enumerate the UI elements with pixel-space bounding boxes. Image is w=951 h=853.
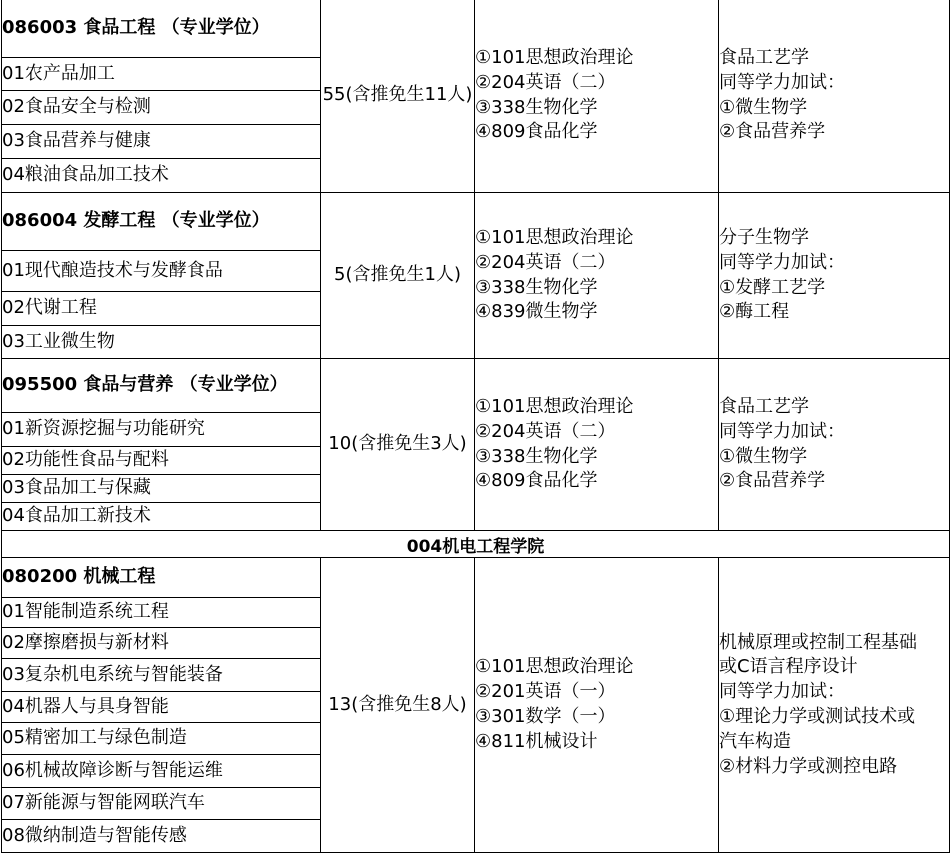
exam-subject: ③338生物化学: [475, 276, 598, 298]
retest-subject: 汽车构造: [719, 730, 791, 752]
exam-subject: ③338生物化学: [475, 445, 598, 467]
exam-subject: ①101思想政治理论: [475, 656, 634, 678]
research-direction: 03食品加工与保藏: [2, 475, 321, 503]
retest-subject: 机械原理或控制工程基础: [719, 631, 917, 653]
research-direction: 04食品加工新技术: [2, 503, 321, 531]
research-direction: 02功能性食品与配料: [2, 447, 321, 475]
research-direction: 04机器人与具身智能: [2, 692, 321, 723]
program-row: [2, 0, 950, 58]
retest-subject: 分子生物学: [719, 226, 809, 248]
enrollment-quota: 5(含推免生1人): [321, 193, 475, 359]
retest-subject: 同等学力加试：: [719, 420, 845, 442]
exam-subject: ③338生物化学: [475, 96, 598, 118]
research-direction: 05精密加工与绿色制造: [2, 723, 321, 755]
exam-subject: ①101思想政治理论: [475, 226, 634, 248]
research-direction: 06机械故障诊断与智能运维: [2, 755, 321, 788]
research-direction: 03复杂机电系统与智能装备: [2, 659, 321, 692]
program-row: [2, 359, 950, 413]
retest-subject: ①理论力学或测试技术或: [719, 706, 916, 727]
exam-subject: ④811机械设计: [475, 730, 598, 752]
research-direction: 02摩擦磨损与新材料: [2, 628, 321, 659]
enrollment-quota: 55(含推免生11人): [321, 0, 475, 193]
research-direction: 01新资源挖掘与功能研究: [2, 413, 321, 447]
college-header: 004机电工程学院: [2, 531, 950, 558]
retest-subject: ②食品营养学: [719, 121, 826, 143]
program-title: 086004 发酵工程 （专业学位）: [2, 193, 321, 251]
exam-subject: ④809食品化学: [475, 470, 598, 492]
exam-subjects: [475, 0, 719, 193]
exam-subject: ④839微生物学: [475, 301, 598, 323]
retest-subject: 或C语言程序设计: [719, 656, 858, 678]
exam-subjects: [475, 359, 719, 531]
research-direction: 01智能制造系统工程: [2, 598, 321, 628]
research-direction: 07新能源与智能网联汽车: [2, 788, 321, 820]
exam-subject: ②201英语（一）: [475, 681, 616, 703]
program-row: [2, 558, 950, 598]
retest-subject: ②食品营养学: [719, 470, 826, 492]
retest-subjects: [719, 558, 950, 853]
retest-subject: ①发酵工艺学: [719, 276, 826, 298]
retest-subject: ①微生物学: [719, 96, 808, 118]
exam-subject: ②204英语（二）: [475, 420, 616, 442]
program-title: 080200 机械工程: [2, 558, 321, 598]
research-direction: 01现代酿造技术与发酵食品: [2, 251, 321, 292]
exam-subject: ①101思想政治理论: [475, 46, 634, 68]
research-direction: 03食品营养与健康: [2, 125, 321, 159]
retest-subject: ②酶工程: [719, 301, 790, 323]
research-direction: 04粮油食品加工技术: [2, 159, 321, 193]
exam-subject: ②204英语（二）: [475, 251, 616, 273]
retest-subject: ①微生物学: [719, 445, 808, 467]
program-row: [2, 193, 950, 251]
retest-subject: ②材料力学或测控电路: [719, 755, 898, 777]
retest-subject: 同等学力加试：: [719, 681, 845, 703]
research-direction: 02食品安全与检测: [2, 91, 321, 125]
exam-subject: ④809食品化学: [475, 121, 598, 143]
research-direction: 08微纳制造与智能传感: [2, 820, 321, 853]
enrollment-quota: 13(含推免生8人): [321, 558, 475, 853]
retest-subject: 同等学力加试：: [719, 251, 845, 273]
retest-subjects: [719, 193, 950, 359]
retest-subject: 食品工艺学: [719, 46, 809, 68]
research-direction: 03工业微生物: [2, 326, 321, 359]
retest-subjects: [719, 359, 950, 531]
retest-subject: 同等学力加试：: [719, 71, 845, 93]
enrollment-quota: 10(含推免生3人): [321, 359, 475, 531]
exam-subject: ③301数学（一）: [475, 706, 616, 727]
research-direction: 02代谢工程: [2, 292, 321, 326]
research-direction: 01农产品加工: [2, 58, 321, 91]
exam-subjects: [475, 558, 719, 853]
retest-subject: 食品工艺学: [719, 395, 809, 417]
exam-subject: ①101思想政治理论: [475, 395, 634, 417]
program-title: 086003 食品工程 （专业学位）: [2, 0, 321, 58]
admissions-table: [1, 0, 950, 853]
retest-subjects: [719, 0, 950, 193]
exam-subjects: [475, 193, 719, 359]
exam-subject: ②204英语（二）: [475, 71, 616, 93]
program-title: 095500 食品与营养 （专业学位）: [2, 359, 321, 413]
